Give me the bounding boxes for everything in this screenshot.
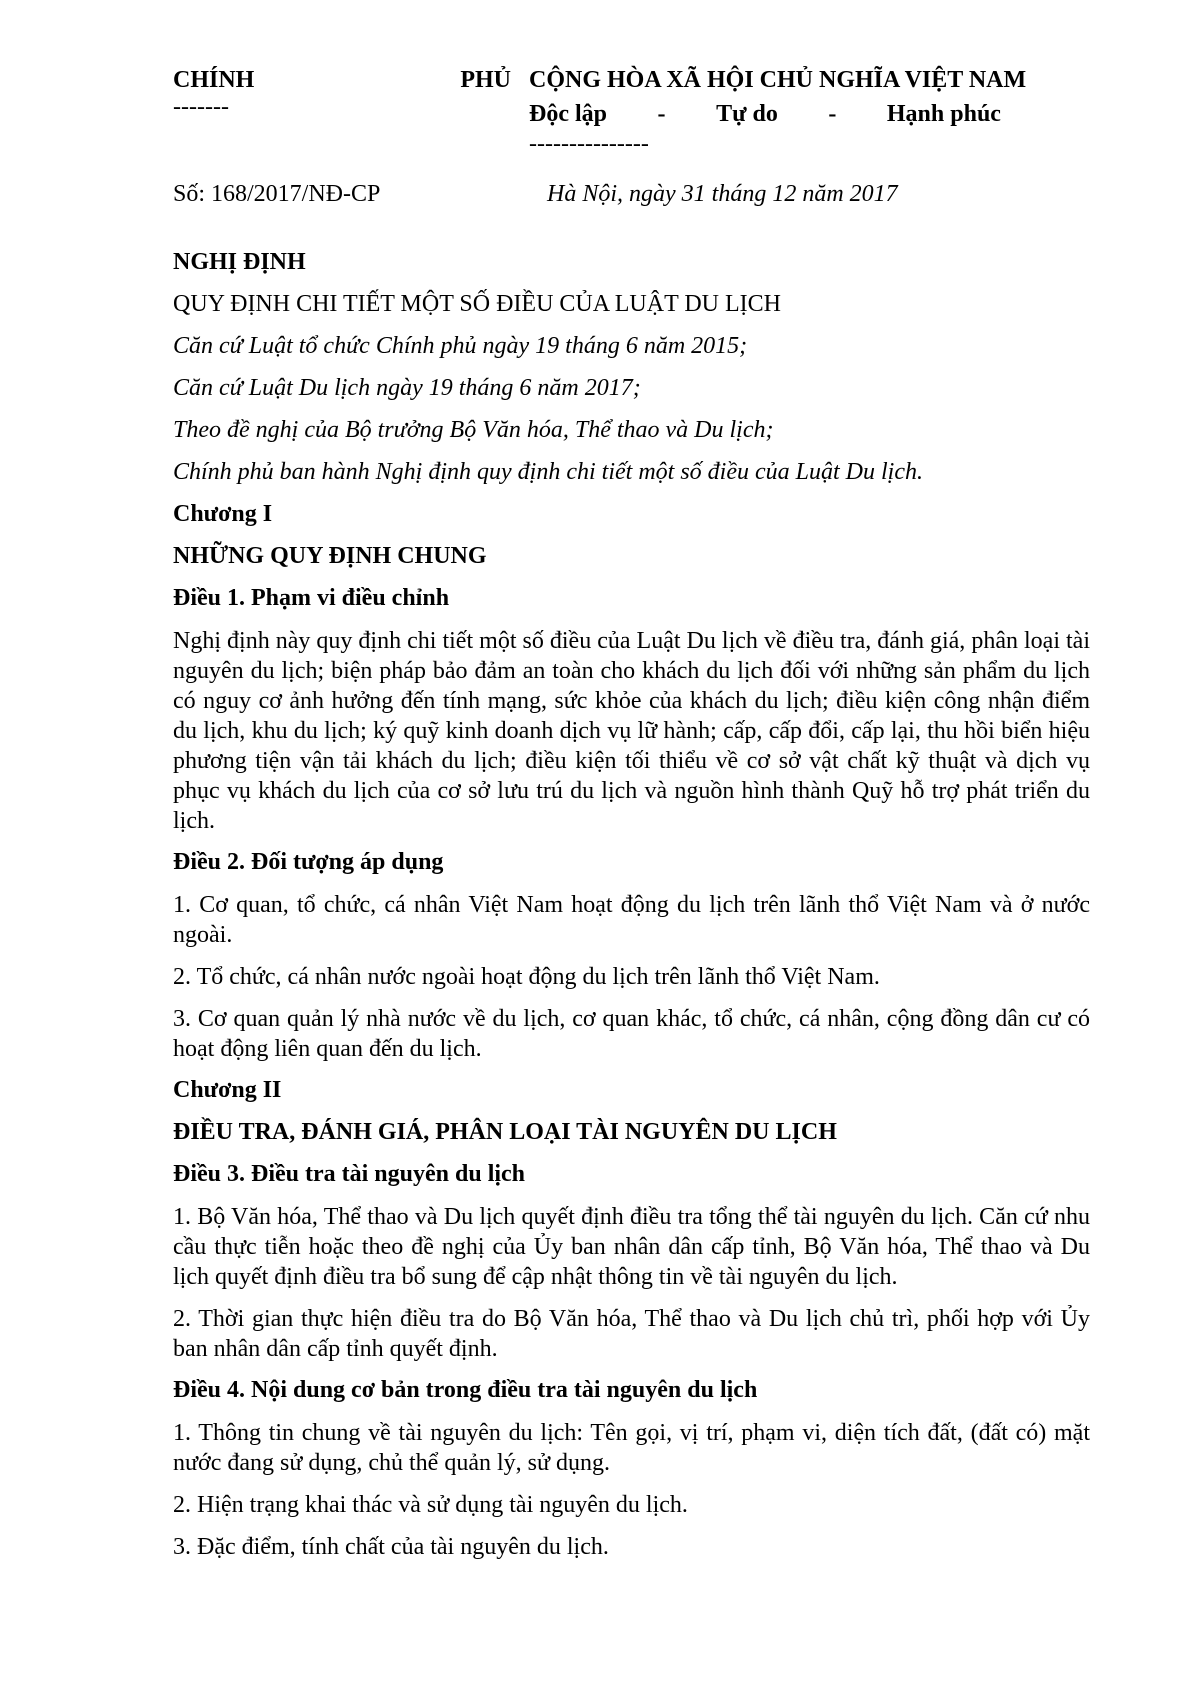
chapter-1-title: NHỮNG QUY ĐỊNH CHUNG — [173, 543, 487, 569]
legal-basis-4: Chính phủ ban hành Nghị định quy định chi tiết một số điều của Luật Du lịch. — [173, 459, 923, 485]
motto-separator-2: - — [828, 101, 837, 127]
article-2-clause-2: 2. Tổ chức, cá nhân nước ngoài hoạt động du lịch trên lãnh thổ Việt Nam. — [173, 964, 880, 990]
legal-basis-3: Theo đề nghị của Bộ trưởng Bộ Văn hóa, Thể thao và Du lịch; — [173, 417, 774, 443]
article-4-clause-2: 2. Hiện trạng khai thác và sử dụng tài nguyên du lịch. — [173, 1492, 688, 1518]
article-1-title: Điều 1. Phạm vi điều chỉnh — [173, 585, 450, 611]
national-title-underline: --------------- — [529, 131, 649, 157]
place-and-date: Hà Nội, ngày 31 tháng 12 năm 2017 — [547, 181, 898, 207]
document-type: NGHỊ ĐỊNH — [173, 249, 306, 275]
motto-separator-1: - — [657, 101, 666, 127]
issuing-authority — [173, 64, 529, 158]
chapter-2-title: ĐIỀU TRA, ĐÁNH GIÁ, PHÂN LOẠI TÀI NGUYÊN DU LỊCH — [173, 1119, 837, 1145]
motto-happiness: Hạnh phúc — [886, 101, 1001, 127]
national-motto — [529, 98, 1001, 130]
document-meta — [173, 178, 1090, 210]
article-4-title: Điều 4. Nội dung cơ bản trong điều tra tài nguyên du lịch — [173, 1377, 758, 1403]
legal-basis-1: Căn cứ Luật tổ chức Chính phủ ngày 19 tháng 6 năm 2015; — [173, 333, 748, 359]
article-4-clause-1: 1. Thông tin chung về tài nguyên du lịch: Tên gọi, vị trí, phạm vi, diện tích đất, (đất có) mặt nước đang sử dụng, chủ thể quản lý, sử dụng. — [173, 1420, 1090, 1476]
article-2-clause-3: 3. Cơ quan quản lý nhà nước về du lịch, cơ quan khác, tổ chức, cá nhân, cộng đồng dân cư có hoạt động liên quan đến du lịch. — [173, 1006, 1090, 1062]
authority-name-part-2: PHỦ — [460, 67, 511, 93]
document-number: Số: 168/2017/NĐ-CP — [173, 181, 381, 207]
article-1-paragraph: Nghị định này quy định chi tiết một số điều của Luật Du lịch về điều tra, đánh giá, phân loại tài nguyên du lịch; biện pháp bảo đảm an toàn cho khách du lịch đối với những sản phẩm du lịch có nguy cơ ảnh hưởng đến tính mạng, sức khỏe của khách du lịch; điều kiện công nhận điểm du lịch, khu du lịch; ký quỹ kinh doanh dịch vụ lữ hành; cấp, cấp đổi, cấp lại, thu hồi biển hiệu phương tiện vận tải khách du lịch; điều kiện tối thiểu về cơ sở vật chất kỹ thuật và dịch vụ phục vụ khách du lịch của cơ sở lưu trú du lịch và nguồn hình thành Quỹ hỗ trợ phát triển du lịch. — [173, 628, 1090, 834]
article-2-title: Điều 2. Đối tượng áp dụng — [173, 849, 444, 875]
chapter-1-label: Chương I — [173, 501, 273, 527]
authority-name-part-1: CHÍNH — [173, 67, 255, 93]
document-header — [173, 64, 1090, 158]
article-2-clause-1: 1. Cơ quan, tổ chức, cá nhân Việt Nam hoạt động du lịch trên lãnh thổ Việt Nam và ở nước ngoài. — [173, 892, 1090, 948]
authority-underline: ------- — [173, 94, 229, 120]
motto-independence: Độc lập — [529, 101, 607, 127]
motto-freedom: Tự do — [716, 101, 778, 127]
national-title: CỘNG HÒA XÃ HỘI CHỦ NGHĨA VIỆT NAM — [529, 67, 1027, 93]
article-3-clause-1: 1. Bộ Văn hóa, Thể thao và Du lịch quyết định điều tra tổng thể tài nguyên du lịch. Căn cứ nhu cầu thực tiễn hoặc theo đề nghị của Ủy ban nhân dân cấp tỉnh, Bộ Văn hóa, Thể thao và Du lịch quyết định điều tra bổ sung để cập nhật thông tin về tài nguyên du lịch. — [173, 1204, 1090, 1290]
article-3-title: Điều 3. Điều tra tài nguyên du lịch — [173, 1161, 526, 1187]
chapter-2-label: Chương II — [173, 1077, 282, 1103]
article-3-clause-2: 2. Thời gian thực hiện điều tra do Bộ Văn hóa, Thể thao và Du lịch chủ trì, phối hợp với Ủy ban nhân dân cấp tỉnh quyết định. — [173, 1306, 1090, 1362]
national-title-block — [529, 64, 1049, 158]
legal-basis-2: Căn cứ Luật Du lịch ngày 19 tháng 6 năm 2017; — [173, 375, 641, 401]
article-4-clause-3: 3. Đặc điểm, tính chất của tài nguyên du lịch. — [173, 1534, 609, 1560]
document-subject: QUY ĐỊNH CHI TIẾT MỘT SỐ ĐIỀU CỦA LUẬT DU LỊCH — [173, 291, 781, 317]
